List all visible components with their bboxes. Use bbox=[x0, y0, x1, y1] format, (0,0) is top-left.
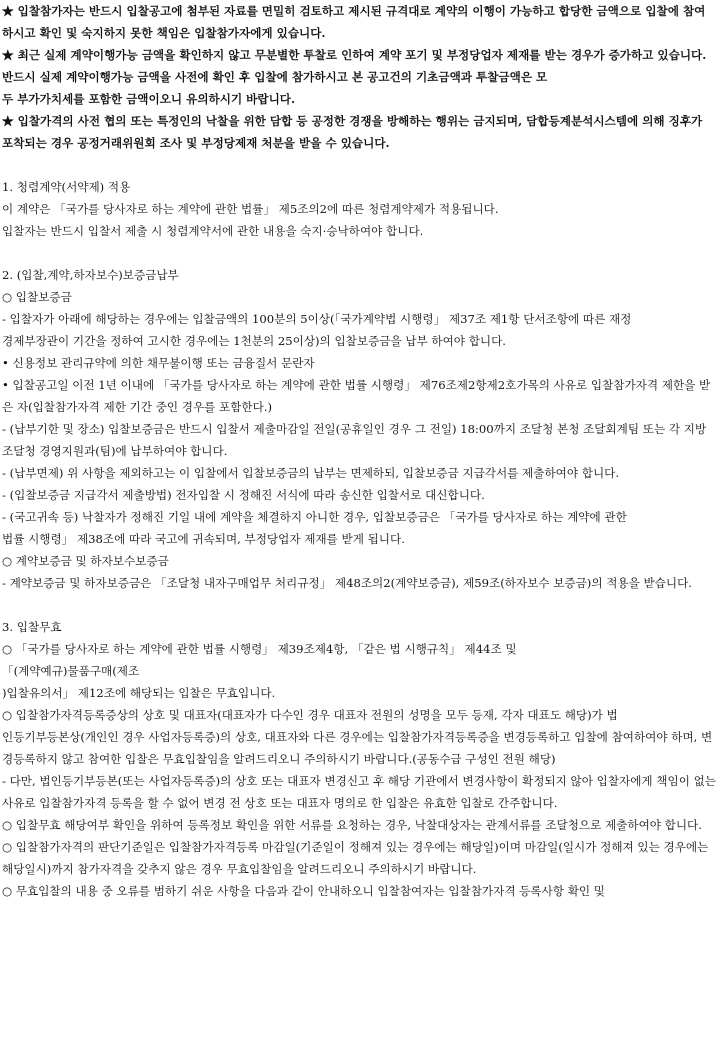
section-line: 「(계약예규)물품구매(제조 bbox=[2, 664, 140, 678]
section-line: ○ 계약보증금 및 하자보수보증금 bbox=[2, 554, 169, 568]
section-line: - (국고귀속 등) 낙찰자가 정해진 기일 내에 계약을 체결하지 아니한 경우, 입찰보증금은 「국가를 당사자로 하는 계약에 관한 bbox=[2, 510, 627, 524]
section-title: 1. 청렴계약(서약제) 적용 bbox=[2, 180, 131, 194]
section-integrity-contract bbox=[2, 176, 716, 242]
section-line: - (입찰보증금 지급각서 제출방법) 전자입찰 시 정해진 서식에 따라 송신한 입찰서로 대신합니다. bbox=[2, 488, 485, 502]
section-line: 경제부장관이 기간을 정하여 고시한 경우에는 1천분의 25이상)의 입찰보증금을 납부 하여야 합니다. bbox=[2, 334, 506, 348]
section-invalid-bid bbox=[2, 616, 716, 902]
section-line: ○ 입찰보증금 bbox=[2, 290, 72, 304]
notice-collusion: ★ 입찰가격의 사전 협의 또는 특정인의 낙찰을 위한 담합 등 공정한 경쟁을 방해하는 행위는 금지되며, 담합등계분석시스템에 의해 징후가 포착되는 경우 공정거래위원회 조사 및 부정당제재 처분을 받을 수 있습니다. bbox=[2, 114, 703, 150]
section-line: 이 계약은 「국가를 당사자로 하는 계약에 관한 법률」 제5조의2에 따른 청렴계약제가 적용됩니다. bbox=[2, 202, 499, 216]
section-line: ○ 「국가를 당사자로 하는 계약에 관한 법률 시행령」 제39조제4항, 「같은 법 시행규칙」 제44조 및 bbox=[2, 642, 517, 656]
section-title: 2. (입찰,계약,하자보수)보증금납부 bbox=[2, 268, 179, 282]
section-line: ○ 입찰참가자격의 판단기준일은 입찰참가자격등록 마감일(기준일이 정해져 있는 경우에는 해당일)이며 마감일(일시가 정해져 있는 경우에는 해당일시)까지 참가자격을 갖추지 않은 경우 무효입찰임을 알려드리오니 주의하시기 바랍니다. bbox=[2, 840, 709, 876]
spacer bbox=[2, 154, 716, 176]
spacer bbox=[2, 594, 716, 616]
section-line: - (납부기한 및 장소) 입찰보증금은 반드시 입찰서 제출마감일 전일(공휴일인 경우 그 전일) 18:00까지 조달청 본청 조달회계팀 또는 각 지방조달청 경영지원과(팀)에 납부하여야 합니다. bbox=[2, 422, 707, 458]
section-line: ○ 무효입찰의 내용 중 오류를 범하기 쉬운 사항을 다음과 같이 안내하오니 입찰참여자는 입찰참가자격 등록사항 확인 및 bbox=[2, 884, 605, 898]
notice-vat: 두 부가가치세를 포함한 금액이오니 유의하시기 바랍니다. bbox=[2, 92, 296, 106]
section-line: ○ 입찰참가자격등록증상의 상호 및 대표자(대표자가 다수인 경우 대표자 전원의 성명을 모두 등재, 각자 대표도 해당)가 법 bbox=[2, 708, 618, 722]
section-line: • 신용정보 관리규약에 의한 채무불이행 또는 금융질서 문란자 bbox=[2, 356, 315, 370]
section-deposit bbox=[2, 264, 716, 594]
spacer bbox=[2, 242, 716, 264]
section-line: )입찰유의서」 제12조에 해당되는 입찰은 무효입니다. bbox=[2, 686, 276, 700]
section-line: 인등기부등본상(개인인 경우 사업자등록증)의 상호, 대표자와 다른 경우에는 입찰참가자격등록증을 변경등록하고 입찰에 참여하여야 하며, 변경등록하지 않고 참여한 입찰은 무효입찰임을 알려드리오니 주의하시기 바랍니다.(공동수급 구성인 전원 해당) bbox=[2, 730, 713, 766]
notice-contract-amount: ★ 최근 실제 계약이행가능 금액을 확인하지 않고 무분별한 투찰로 인하여 계약 포기 및 부정당업자 제재를 받는 경우가 증가하고 있습니다. 반드시 실제 계약이행가능 금액을 사전에 확인 후 입찰에 참가하시고 본 공고건의 기초금액과 투찰금액은 모 bbox=[2, 48, 707, 84]
section-line: • 입찰공고일 이전 1년 이내에 「국가를 당사자로 하는 계약에 관한 법률 시행령」 제76조제2항제2호가목의 사유로 입찰참가자격 제한을 받은 자(입찰참가자격 제한 기간 중인 경우를 포함한다.) bbox=[2, 378, 711, 414]
section-line: - 입찰자가 아래에 해당하는 경우에는 입찰금액의 100분의 5이상(「국가계약법 시행령」 제37조 제1항 단서조항에 따른 재정 bbox=[2, 312, 632, 326]
section-title: 3. 입찰무효 bbox=[2, 620, 62, 634]
section-line: 입찰자는 반드시 입찰서 제출 시 청렴계약서에 관한 내용을 숙지·승낙하여야 합니다. bbox=[2, 224, 424, 238]
notice-bid-review: ★ 입찰참가자는 반드시 입찰공고에 첨부된 자료를 면밀히 검토하고 제시된 규격대로 계약의 이행이 가능하고 합당한 금액으로 입찰에 참여하시고 확인 및 숙지하지 못한 책임은 입찰참가자에게 있습니다. bbox=[2, 4, 706, 40]
section-line: 법률 시행령」 제38조에 따라 국고에 귀속되며, 부정당업자 제재를 받게 됩니다. bbox=[2, 532, 405, 546]
section-line: ○ 입찰무효 해당여부 확인을 위하여 등록정보 확인을 위한 서류를 요청하는 경우, 낙찰대상자는 관계서류를 조달청으로 제출하여야 합니다. bbox=[2, 818, 702, 832]
section-line: - 계약보증금 및 하자보증금은 「조달청 내자구매업무 처리규정」 제48조의2(계약보증금), 제59조(하자보수 보증금)의 적용을 받습니다. bbox=[2, 576, 692, 590]
section-line: - (납부면제) 위 사항을 제외하고는 이 입찰에서 입찰보증금의 납부는 면제하되, 입찰보증금 지급각서를 제출하여야 합니다. bbox=[2, 466, 620, 480]
section-line: - 다만, 법인등기부등본(또는 사업자등록증)의 상호 또는 대표자 변경신고 후 해당 기관에서 변경사항이 확정되지 않아 입찰자에게 책임이 없는 사유로 입찰참가자격 등록을 할 수 없어 변경 전 상호 또는 대표자 명의로 한 입찰은 유효한 입찰로 간주합니다. bbox=[2, 774, 716, 810]
